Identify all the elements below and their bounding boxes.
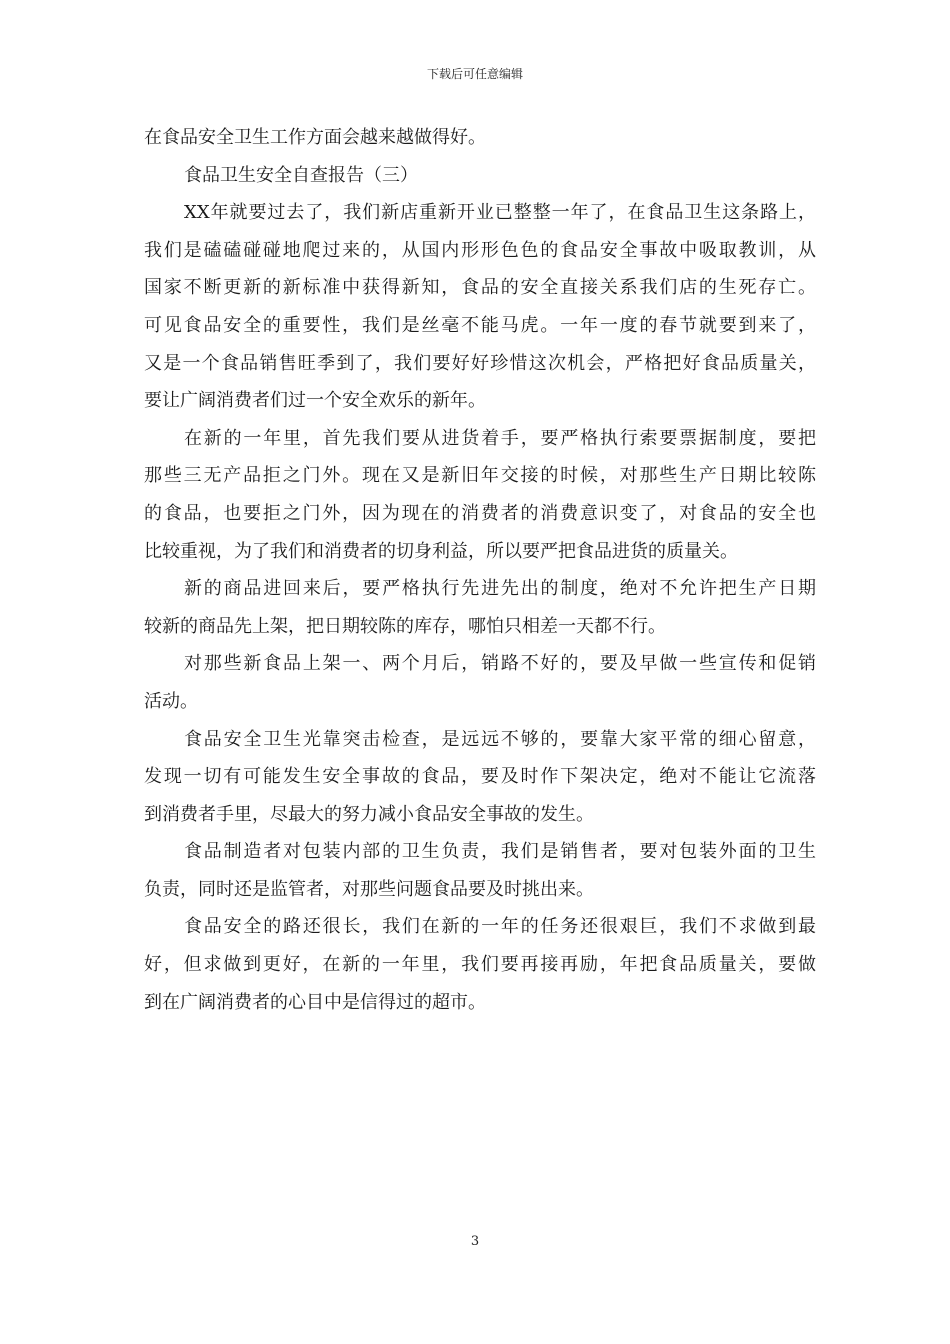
paragraph-line: 的食品，也要拒之门外，因为现在的消费者的消费意识变了，对食品的安全也 <box>144 502 816 524</box>
paragraph-line: 国家不断更新的新标准中获得新知，食品的安全直接关系我们店的生死存亡。 <box>144 277 816 299</box>
paragraph-line: 负责，同时还是监管者，对那些问题食品要及时挑出来。 <box>144 878 594 900</box>
paragraph-line: XX年就要过去了，我们新店重新开业已整整一年了，在食品卫生这条路上， <box>184 202 816 224</box>
paragraph-line: 食品安全的路还很长，我们在新的一年的任务还很艰巨，我们不求做到最 <box>184 916 816 938</box>
paragraph-line: 我们是磕磕碰碰地爬过来的，从国内形形色色的食品安全事故中吸取教训，从 <box>144 239 816 261</box>
paragraph-line: 在食品安全卫生工作方面会越来越做得好。 <box>144 127 486 148</box>
paragraph-line: 可见食品安全的重要性，我们是丝毫不能马虎。一年一度的春节就要到来了， <box>144 314 816 336</box>
paragraph-line: 那些三无产品拒之门外。现在又是新旧年交接的时候，对那些生产日期比较陈 <box>144 465 816 487</box>
paragraph-line: 到在广阔消费者的心目中是信得过的超市。 <box>144 991 486 1013</box>
paragraph-line: 在新的一年里，首先我们要从进货着手，要严格执行索要票据制度，要把 <box>184 427 816 449</box>
paragraph-line: 又是一个食品销售旺季到了，我们要好好珍惜这次机会，严格把好食品质量关， <box>144 352 816 374</box>
paragraph-line: 活动。 <box>144 690 198 712</box>
paragraph-line: 食品制造者对包装内部的卫生负责，我们是销售者，要对包装外面的卫生 <box>184 841 816 863</box>
document-body <box>144 119 816 1021</box>
paragraph-line: 对那些新食品上架一、两个月后，销路不好的，要及早做一些宣传和促销 <box>184 653 816 675</box>
page-header: 下载后可任意编辑 <box>426 67 523 81</box>
page-number: 3 <box>470 1234 480 1249</box>
paragraph-line: 比较重视，为了我们和消费者的切身利益，所以要严把食品进货的质量关。 <box>144 540 738 562</box>
paragraph-line: 好，但求做到更好，在新的一年里，我们要再接再励，年把食品质量关，要做 <box>144 954 816 976</box>
section-heading: 食品卫生安全自查报告（三） <box>184 164 418 186</box>
paragraph-line: 发现一切有可能发生安全事故的食品，要及时作下架决定，绝对不能让它流落 <box>144 766 816 788</box>
paragraph-line: 新的商品进回来后，要严格执行先进先出的制度，绝对不允许把生产日期 <box>184 578 816 600</box>
paragraph-line: 要让广阔消费者们过一个安全欢乐的新年。 <box>144 390 486 412</box>
paragraph-line: 较新的商品先上架，把日期较陈的库存，哪怕只相差一天都不行。 <box>144 615 666 637</box>
paragraph-line: 食品安全卫生光靠突击检查，是远远不够的，要靠大家平常的细心留意， <box>184 728 816 750</box>
paragraph-line: 到消费者手里，尽最大的努力减小食品安全事故的发生。 <box>144 803 594 825</box>
